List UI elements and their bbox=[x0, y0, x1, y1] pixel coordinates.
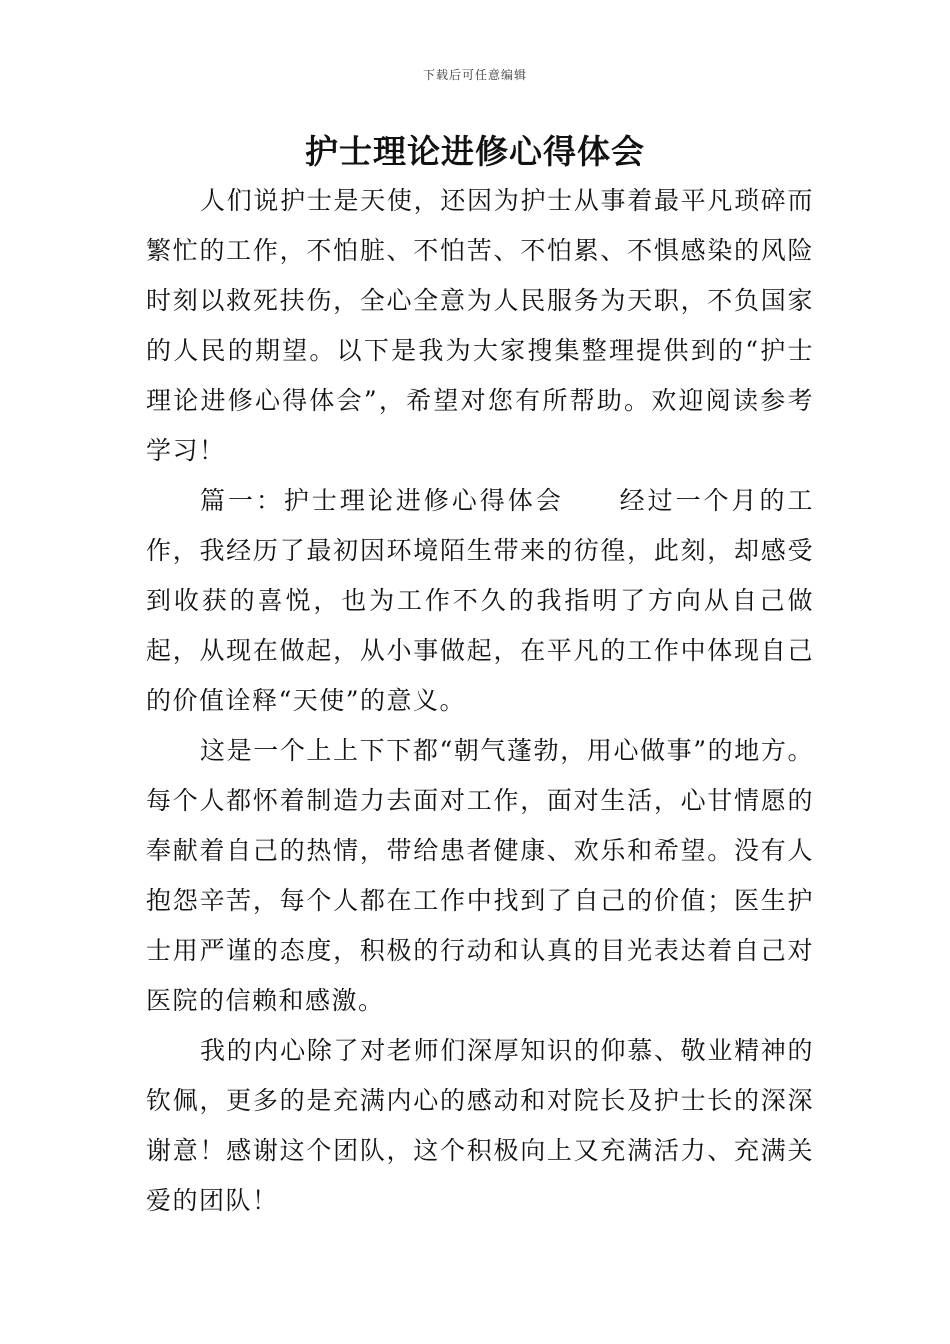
paragraph-workplace: 这是一个上上下下都“朝气蓬勃，用心做事”的地方。每个人都怀着制造力去面对工作，面对生活，心甘情愿的奉献着自己的热情，带给患者健康、欢乐和希望。没有人抱怨辛苦，每个人都在工作中找到了自己的价值；医生护士用严谨的态度，积极的行动和认真的目光表达着自己对医院的信赖和感激。 bbox=[146, 736, 814, 1015]
paragraph-intro: 人们说护士是天使，还因为护士从事着最平凡琐碎而繁忙的工作，不怕脏、不怕苦、不怕累、不惧感染的风险时刻以救死扶伤，全心全意为人民服务为天职，不负国家的人民的期望。以下是我为大家搜集整理提供到的“护士理论进修心得体会”，希望对您有所帮助。欢迎阅读参考学习！ bbox=[146, 186, 814, 465]
header-note: 下载后可任意编辑 bbox=[422, 68, 527, 82]
paragraph-gratitude: 我的内心除了对老师们深厚知识的仰慕、敬业精神的钦佩，更多的是充满内心的感动和对院长及护士长的深深谢意！感谢这个团队，这个积极向上又充满活力、充满关爱的团队！ bbox=[146, 1036, 814, 1215]
document-body bbox=[146, 176, 814, 1226]
document-title: 护士理论进修心得体会 bbox=[305, 132, 645, 171]
paragraph-chapter-one: 篇一：护士理论进修心得体会 经过一个月的工作，我经历了最初因环境陌生带来的彷徨，此刻，却感受到收获的喜悦，也为工作不久的我指明了方向从自己做起，从现在做起，从小事做起，在平凡的工作中体现自己的价值诠释“天使”的意义。 bbox=[146, 486, 814, 715]
